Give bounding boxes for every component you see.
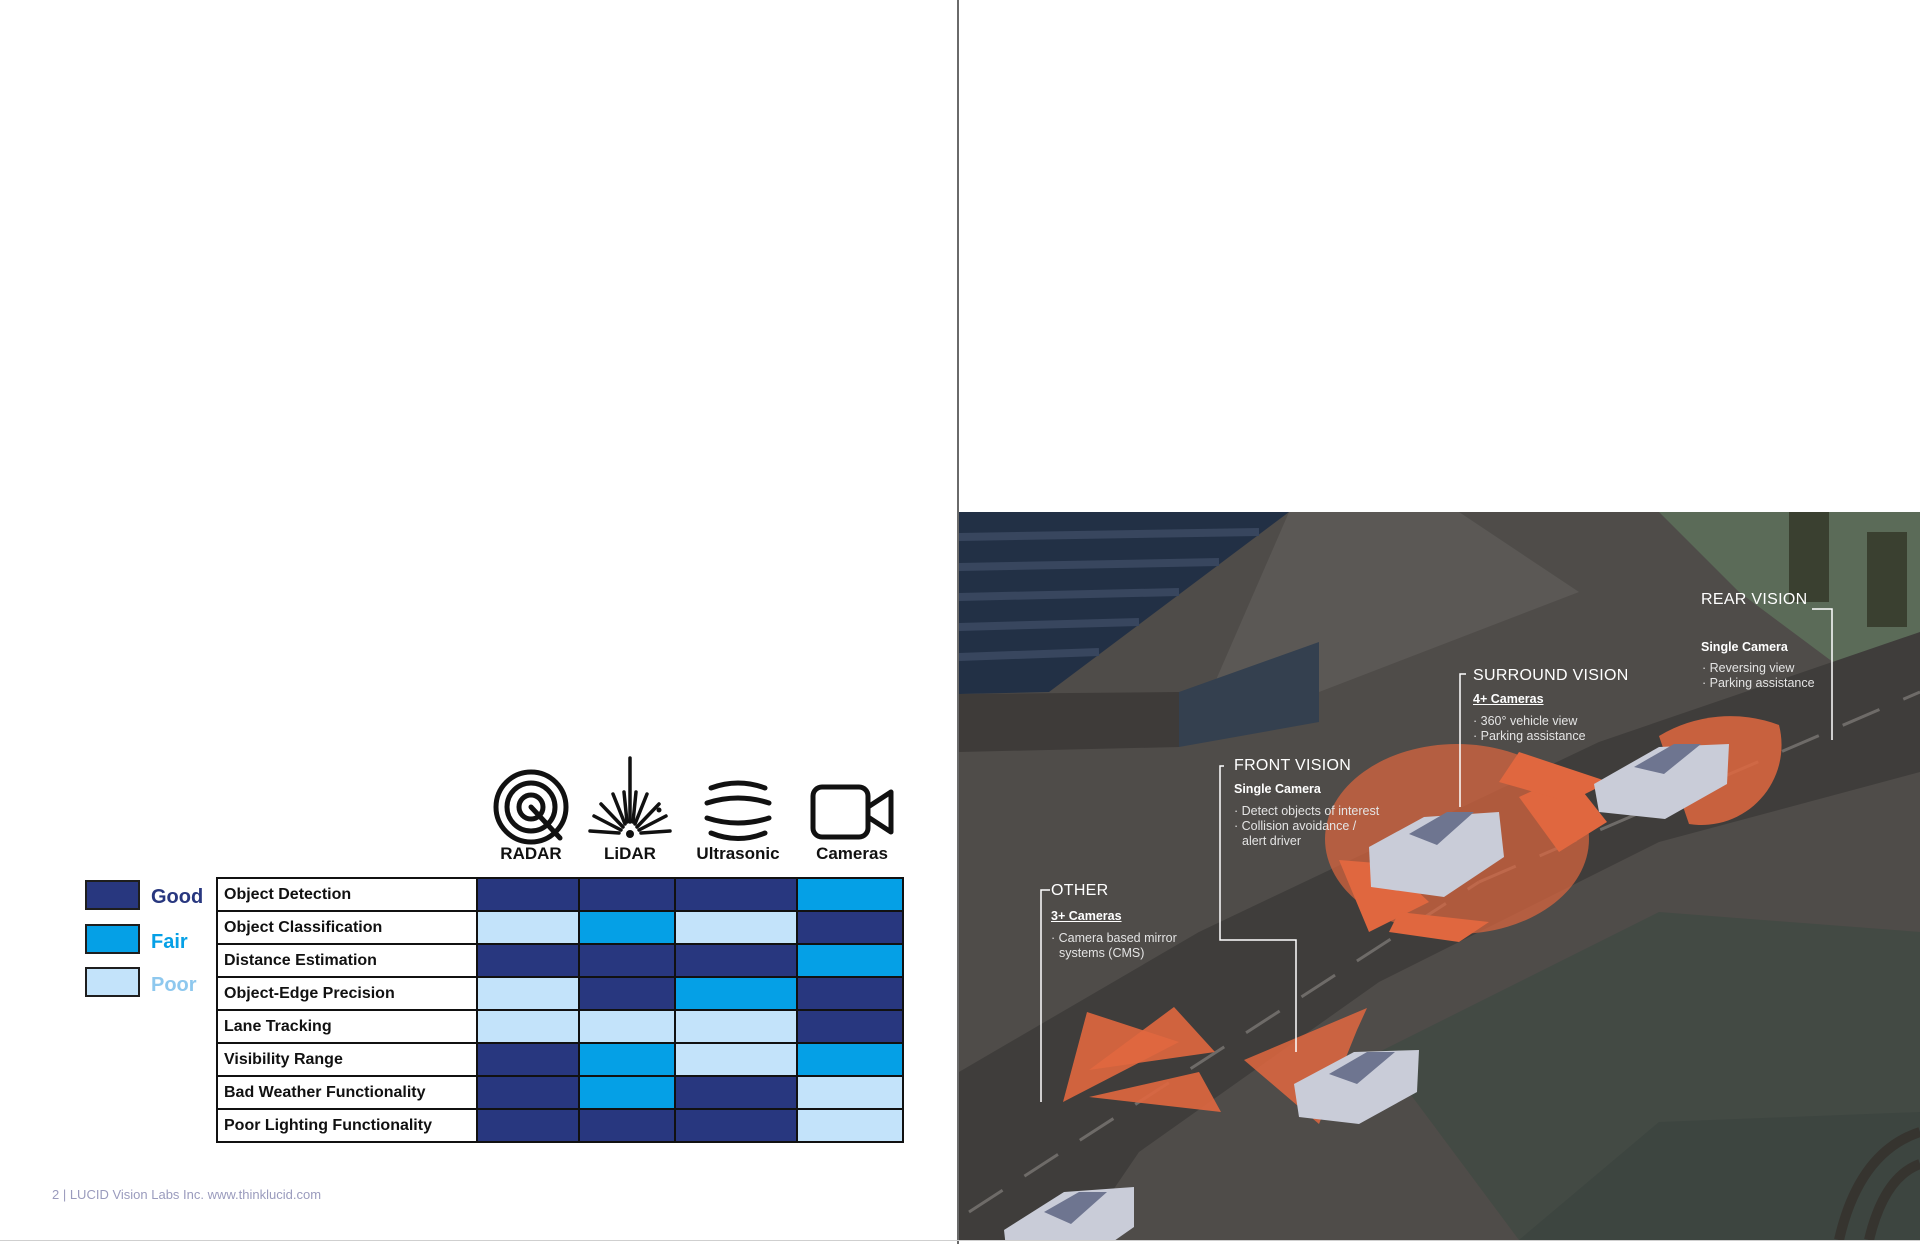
rating-cell: [579, 1109, 675, 1142]
other-title: OTHER: [1051, 882, 1109, 899]
rating-cell: [675, 1109, 797, 1142]
surround-vision-bullet: · Parking assistance: [1473, 729, 1586, 743]
table-row: [217, 1076, 903, 1109]
table-row: [217, 977, 903, 1010]
rating-cell: [477, 1043, 579, 1076]
rear-vision-bullet: · Reversing view: [1702, 661, 1795, 675]
rating-cell: [675, 1010, 797, 1043]
sensor-label-radar: RADAR: [500, 844, 562, 863]
sensor-rating-matrix: [216, 877, 904, 1143]
page-bottom-rule: [0, 1240, 1920, 1241]
feature-label: Visibility Range: [217, 1043, 477, 1076]
table-row: [217, 944, 903, 977]
feature-label: Bad Weather Functionality: [217, 1076, 477, 1109]
rating-cell: [675, 944, 797, 977]
legend-swatch-fair: [85, 924, 140, 954]
sensor-label-ultrasonic: Ultrasonic: [696, 844, 780, 863]
sensor-label-cameras: Cameras: [816, 844, 888, 863]
rating-cell: [579, 1043, 675, 1076]
other-bullet: systems (CMS): [1059, 946, 1145, 960]
rating-cell: [477, 977, 579, 1010]
legend-label-poor: Poor: [151, 974, 197, 996]
rating-cell: [477, 1109, 579, 1142]
legend-label-good: Good: [151, 886, 204, 908]
table-row: [217, 1010, 903, 1043]
rating-cell: [579, 944, 675, 977]
other-bullet: · Camera based mirror: [1051, 931, 1177, 945]
rating-cell: [675, 1043, 797, 1076]
surround-vision-bullet: · 360° vehicle view: [1473, 714, 1578, 728]
rating-cell: [797, 911, 903, 944]
table-row: [217, 878, 903, 911]
feature-label: Object-Edge Precision: [217, 977, 477, 1010]
rating-cell: [797, 1076, 903, 1109]
front-vision-bullet: · Detect objects of interest: [1234, 804, 1380, 818]
sensor-label-lidar: LiDAR: [604, 844, 656, 863]
rating-cell: [579, 977, 675, 1010]
rating-cell: [477, 878, 579, 911]
surround-vision-title: SURROUND VISION: [1473, 667, 1629, 684]
rear-vision-subtitle: Single Camera: [1701, 640, 1788, 654]
rating-cell: [579, 1010, 675, 1043]
legend-swatch-good: [85, 880, 140, 910]
rating-cell: [797, 1010, 903, 1043]
lidar-icon: [585, 752, 675, 842]
rating-cell: [675, 977, 797, 1010]
rear-vision-title: REAR VISION: [1701, 591, 1808, 608]
feature-label: Lane Tracking: [217, 1010, 477, 1043]
rating-cell: [579, 1076, 675, 1109]
front-vision-bullet: alert driver: [1242, 834, 1302, 848]
feature-label: Object Classification: [217, 911, 477, 944]
surround-vision-subtitle: 4+ Cameras: [1473, 692, 1544, 706]
rating-cell: [797, 944, 903, 977]
rating-cell: [675, 1076, 797, 1109]
front-vision-bullet: · Collision avoidance /: [1234, 819, 1357, 833]
rating-cell: [579, 878, 675, 911]
vehicle-camera-illustration: [959, 512, 1920, 1240]
page-footer: 2 | LUCID Vision Labs Inc. www.thinklucid.com: [52, 1187, 322, 1202]
radar-icon: [486, 762, 576, 852]
feature-label: Poor Lighting Functionality: [217, 1109, 477, 1142]
rating-cell: [675, 878, 797, 911]
rear-vision-bullet: · Parking assistance: [1702, 676, 1815, 690]
other-subtitle: 3+ Cameras: [1051, 909, 1122, 923]
table-row: [217, 911, 903, 944]
legend-label-fair: Fair: [151, 931, 188, 953]
table-row: [217, 1109, 903, 1142]
rating-cell: [797, 977, 903, 1010]
rating-cell: [579, 911, 675, 944]
rating-cell: [797, 1043, 903, 1076]
rating-cell: [477, 911, 579, 944]
rating-cell: [797, 878, 903, 911]
legend-swatch-poor: [85, 967, 140, 997]
table-row: [217, 1043, 903, 1076]
rating-cell: [797, 1109, 903, 1142]
rating-cell: [477, 1010, 579, 1043]
feature-label: Distance Estimation: [217, 944, 477, 977]
rating-cell: [477, 944, 579, 977]
front-vision-title: FRONT VISION: [1234, 757, 1352, 774]
rating-cell: [675, 911, 797, 944]
city-scene-graphic: [959, 512, 1920, 1240]
feature-label: Object Detection: [217, 878, 477, 911]
front-vision-subtitle: Single Camera: [1234, 782, 1321, 796]
rating-cell: [477, 1076, 579, 1109]
